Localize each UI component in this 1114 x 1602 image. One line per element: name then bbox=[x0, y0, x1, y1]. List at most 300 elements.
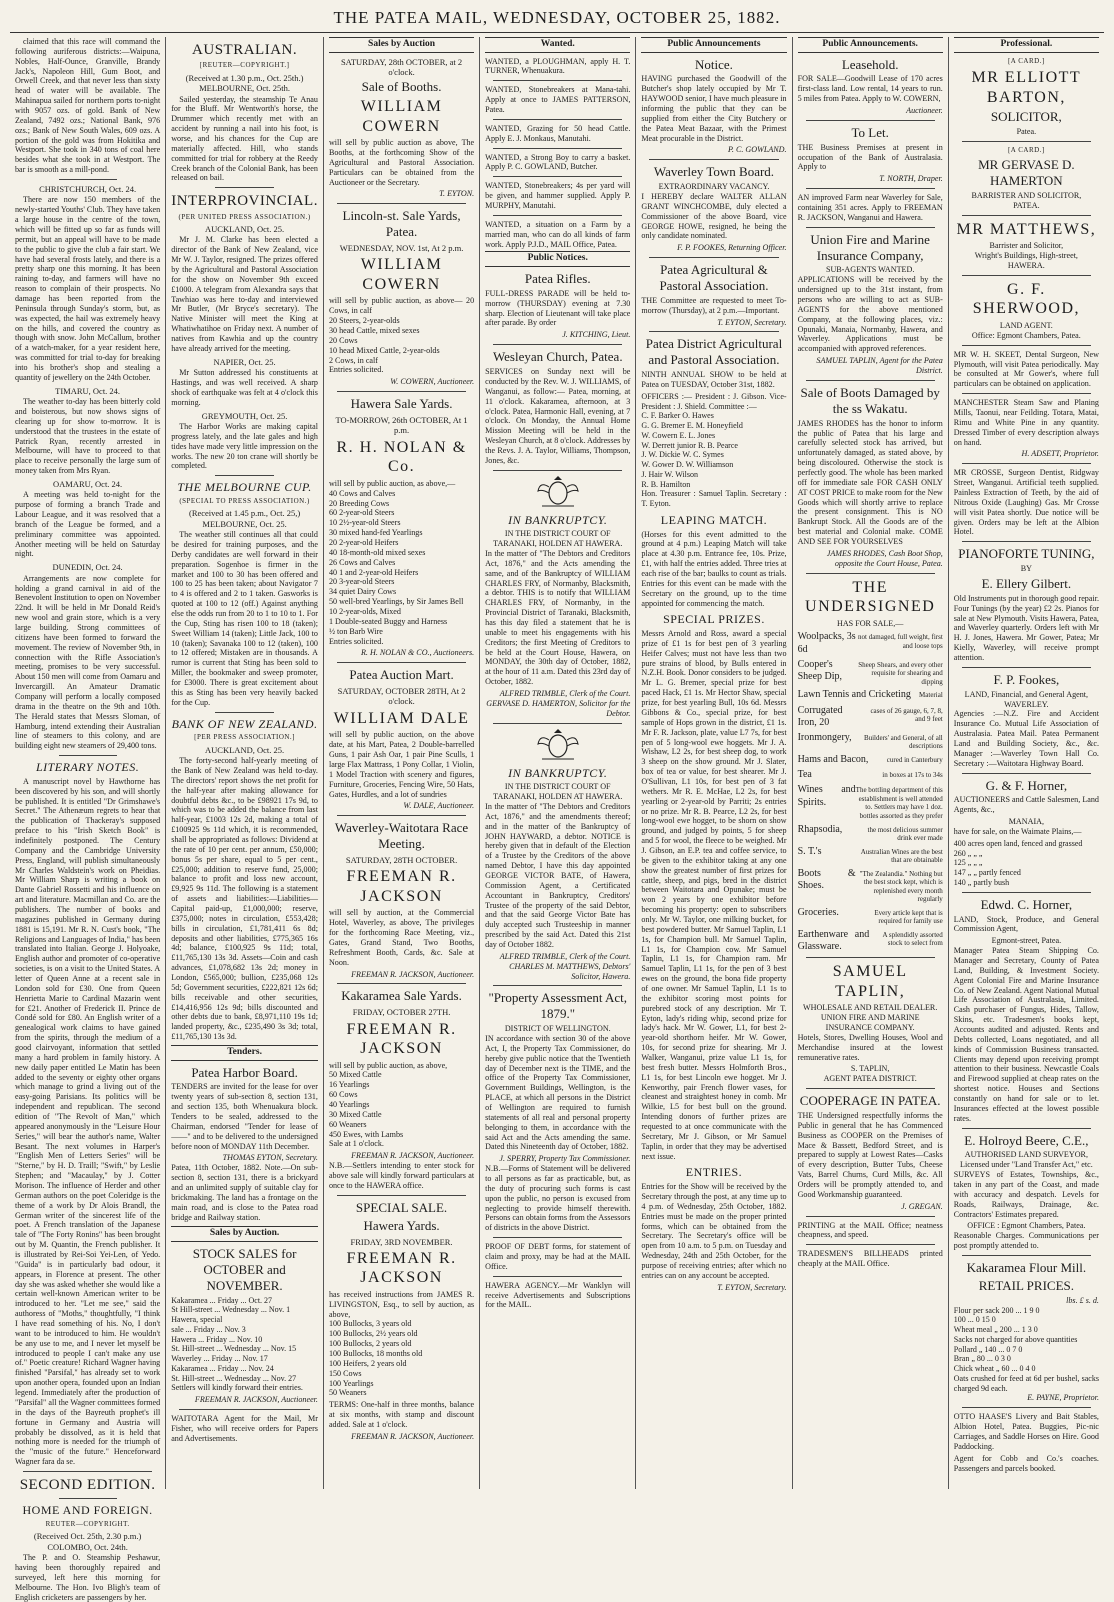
ad-note: N.B.—Settlers intending to enter stock for above sale will kindly forward particulars at once to the HAWERA office. bbox=[328, 1161, 475, 1190]
ad-proof-of-debt: PROOF OF DEBT forms, for statement of claim and proxy, may be had at the MAIL Office. bbox=[485, 1242, 631, 1271]
sale-item-name: Groceries. bbox=[797, 906, 839, 918]
ad-title: F. P. Fookes, bbox=[993, 671, 1060, 687]
ad-title: Patea Harbor Board. bbox=[191, 1064, 298, 1080]
divider bbox=[649, 159, 778, 160]
ad-leasehold bbox=[798, 57, 943, 116]
ad-title: Kakaramea Sale Yards. bbox=[341, 988, 462, 1004]
ad-signature: J. GREGAN. bbox=[901, 1201, 943, 1211]
interprovincial-heading: INTERPROVINCIAL. bbox=[171, 193, 318, 210]
ad-kicker: SPECIAL SALE. bbox=[355, 1199, 448, 1215]
divider bbox=[649, 257, 778, 258]
ad-by: BY bbox=[1020, 564, 1032, 574]
auctioneer-name: WILLIAM DALE bbox=[333, 709, 470, 727]
divider bbox=[962, 892, 1091, 893]
ad-date: SATURDAY, 28th OCTOBER, at 2 o'clock. bbox=[340, 56, 463, 77]
ad-title: To Let. bbox=[851, 124, 889, 140]
auctioneer-name: WILLIAM COWERN bbox=[360, 256, 443, 293]
ad-to-let bbox=[798, 125, 943, 184]
ad-location: Patea. bbox=[1016, 127, 1037, 136]
ad-title: Lincoln-st. Sale Yards, Patea. bbox=[342, 208, 461, 240]
sale-item-description: in boxes at 17s to 34s bbox=[882, 771, 943, 780]
dateline-greymouth: GREYMOUTH, Oct. 25. bbox=[201, 410, 288, 421]
divider bbox=[493, 344, 622, 345]
column-5 bbox=[635, 37, 791, 1489]
ad-billheads: TRADESMEN'S BILLHEADS printed cheaply at the MAIL Office. bbox=[797, 1249, 943, 1269]
ad-title: THE UNDERSIGNED bbox=[805, 578, 936, 616]
article-melbourne-cup: The weather still continues all that could be desired for training purposes, and the Derby candidates are well forward in their preparation. Sogenhoe is firmer in the market and 100 to 30 has been offered and 100 to 25 has been taken; about Navigator 7 to 4 is offered and 2 to 1 taken. Gasworks is quoted at 100 to 12 (off.) Against anything else the odds run from 20 to 1 to 10 to 1. For the Cup, Sting has risen 100 to 18 (taken); Sweet William 14 (taken); Little Jack, 100 to 10 (taken); Savanaka 100 to 12 (taken), 100 to 12 offered; Mistaken are in thousands. A rumor is current that Sting has been sold to Miller, the bookmaker and sweep promoter, for £3000. There is great excitement about this as Sting has been very heavily backed for the Cup. bbox=[171, 530, 318, 707]
ad-hawera-agency: HAWERA AGENCY.—Mr Wanklyn will receive Advertisements and Subscriptions for the MAIL. bbox=[485, 1280, 631, 1310]
article-literary-notes: A manuscript novel by Hawthorne has been discovered by his son, and will shortly be published. It is entitled "Dr Grimshawe's Secret." The Athenæum regrets to hear that the publication of Thackeray's supposed preface to his "Irish Sketch Book" is indefinitely postponed. The Century Company and the Cambridge University Press, England, will publish simultaneously Mr Charles Waldstein's work on Pheidias. Mr William Sharp is writing a book on Dante Gabriel Rossetti and his influence on art and literature. Macmillan and Co. are the publishers. The number of books and magazines published in Germany during 1881 is 15,191. Mr R. N. Cust's book, "The Religions and Languages of India," has been translated into Italian. George J. Holyoake, English author and promoter of co-operative societies, is on a visit to the United States. A letter of Queen Anne at a recent sale in London sold for £30. One from Queen Henrietta Marie to Cardinal Mazarin went for £21. Another of Frederick II. Prince de Condé sold for £80. An English writer of a genealogical work claims to have gained from the spirits, through the medium of a good clairvoyant, information that settled many a hard problem in family history. A new daily paper entitled Le Matin has been added to the seventy or eighty other organs which manage to grind a living out of the easy-going Parisians. Its politics will be independent and republican. The second edition of "The Revolt of Man," which appeared anonymously in the "Leisure Hour Series," will bear the author's name, Walter Besant. The next volumes in Harper's "English Men of Letters Series" will be "Sterne," by H. D. Traill; "Swift," by Leslie Stephen; and "Macaulay," by J. Cotter Morison. The influence of Herder and other German authors on the poet Coleridge is the theme of a work by Dr Alois Brandl, the German writer of the sincerest life of the poet. A French translation of the Japanese tale of "The Forty Ronins" has been brought out by M. Quantin, the French publisher. It is illustrated by Rei-Soi Yei-Len, of Yedo. "Guida" is in particularly bad odour, it appears, in Florence at present. The other day she was asked whether she would like a certain well-known American writer to be introduced to her. "Let me see," said the authoress of "Moths," thoughtfully, "I think I have read something of his. No, I don't want to be introduced to him. He wouldn't be any use to me, and I never let myself be introduced to people I can't make any use of." Poetic creature! Richard Wagner having finished "Parsifal," has already set to work upon another opera, founded upon an Indian legend. Immediately after the production of "Parsifal" all the Wagner committees formed in the days of the Bayreuth prophet's ill fortune in Germany and Austria will probably be dissolved, as it is held that nothing more is needed for the triumph of the "music of the future." Henceforward Wagner fara da se. bbox=[15, 776, 161, 1467]
officers-list: OFFICERS :— President : J. Gibson. Vice-President : J. Shield. Committee :— C. F. Barker O. Hawes G. G. Bremer E. M. Honeyfield W. Cowern E. L. Jones W. Derrett junior R. B. Pearce J. W. Dickie W. C. Symes W. Gower D. W. Williamson J. Hair W. Wilson R. B. Hamilton Hon. Treasurer : Samuel Taplin. Secretary : T. Eyton. bbox=[641, 391, 787, 509]
ad-location: HAWERA. bbox=[1007, 261, 1045, 271]
divider bbox=[806, 380, 935, 381]
ad-title: Hawera Yards. bbox=[363, 1217, 440, 1233]
sale-item-description: Every article kept that is required for family use bbox=[874, 908, 943, 926]
sale-item-name: Tea bbox=[797, 769, 812, 781]
ad-body: will sell by public auction as above, The Booths, at the forthcoming Show of the Agricultural and Pastoral Association. Particulars can be obtained from the Auctioneer or the Secretary. bbox=[328, 138, 475, 187]
article-colombo: The P. and O. Steamship Peshawur, having been thoroughly repaired and surveyed, left here this morning for Melbourne. The Hon. Ivo Bligh's team of English cricketers are passengers by her. bbox=[15, 1553, 161, 1602]
article-melbourne: Sailed yesterday, the steamship Te Anau for the Bluff. Mr Wentworth's horse, the Drummer which recently met with an accident by running a nail into his foot, is worse, and his chances for the Cup are materially affected. Hill, who stands committed for trial for robbery at the Reedy Creek branch of the Colonial Bank, has been released on bail. bbox=[171, 94, 318, 183]
ad-manchester-mills: MANCHESTER Steam Saw and Planing Mills, Taonui, near Feilding. Totara, Matai, Rimu and White Pine in any quantity. Dressed Timber of every description always on hand. bbox=[953, 398, 1099, 447]
items-for-sale-list bbox=[798, 631, 943, 953]
column-3 bbox=[323, 37, 479, 1489]
sale-item bbox=[798, 929, 943, 953]
ad-note: Patea, 11th October, 1882. Note.—On sub-section 8, section 131, there is a brickyard and an unlimited supply of suitable clay for brickmaking. The land has a frontage on the main road, and is close to the Patea road bridge and Railway station. bbox=[171, 1163, 318, 1222]
sale-item-name: Lawn Tennis and Cricketing bbox=[797, 689, 911, 701]
ad-body: will sell by public auction, as above, 50 Mixed Cattle 16 Yearlings 60 Cows 40 Yearlings 30 Mixed Cattle 60 Weaners 450 Ewes, with Lambs Sale at 1 o'clock. bbox=[328, 1060, 448, 1149]
column-2 bbox=[165, 37, 323, 1489]
divider bbox=[215, 712, 274, 713]
divider bbox=[962, 1407, 1091, 1408]
article-auckland: Mr J. M. Clarke has been elected a director of the Bank of New Zealand, vice Mr W. J. Taylor, resigned. The prizes offered by the Agricultural and Pastoral Association for the show on November 9th exceed £1000. A telegram from Alexandra says that Tawhiao was here to-day and interviewed Mr Butler, (Mr Bryce's secretary). The Native Minister will meet the King at Whatiwhatihoe on Friday next. A number of natives from Kawhia and up the country have already arrived for the meeting. bbox=[171, 235, 318, 353]
ad-crosse: MR CROSSE, Surgeon Dentist, Ridgway Street, Wanganui. Artificial teeth supplied. Painless Extraction of Teeth, by the aid of Nitrous Oxide (Laughing) Gas. Mr Crosse will visit Patea shortly. Due notice will be given. Orders may be left at the Albion Hotel. bbox=[953, 468, 1099, 537]
divider bbox=[493, 985, 622, 986]
ad-body: TENDERS are invited for the lease for over twenty years of sub-section 8, section 131, and section 135, both Whenuakura block. Tenders to be sealed, addressed to the Chairman, endorsed "Tender for lease of ——" and to be delivered to the undersigned before noon of MONDAY 11th December. bbox=[171, 1082, 318, 1151]
ad-patea-rifles bbox=[485, 271, 630, 340]
ad-waverley-town-board bbox=[641, 164, 786, 253]
sale-item bbox=[798, 754, 943, 766]
ad-kakaramea-yards bbox=[329, 988, 474, 1190]
tenders-section: Tenders. bbox=[171, 1045, 318, 1061]
ad-body: has received instructions from JAMES R. LIVINGSTON, Esq., to sell by auction, as above, 100 Bullocks, 3 years old 100 Bullocks, 2½ years old 100 Bullocks, 2 years old 100 Bullocks, 18 months old 100 Heifers, 2 years old 150 Cows 100 Yearlings 50 Weaners bbox=[328, 1289, 475, 1398]
divider bbox=[215, 187, 274, 188]
ad-subtitle: AGENT PATEA DISTRICT. bbox=[823, 1074, 917, 1084]
ad-boots-sale bbox=[798, 385, 943, 569]
home-foreign-heading: HOME AND FOREIGN. bbox=[22, 1503, 153, 1518]
wanted-ad: WANTED, a situation on a Farm by a married man, who can do all kinds of farm work. Apply P.J.D., MAIL Office, Patea. bbox=[485, 219, 631, 249]
ad-title: Wesleyan Church, Patea. bbox=[492, 349, 623, 365]
ad-body: I HEREBY declare WALTER ALLAN GRANT WINCHCOMBE, duly elected a Commissioner of the above Board, vice GEORGE HOWE, resigned, he being the only candidate nominated. bbox=[641, 192, 787, 241]
price-header: lbs. £ s. d. bbox=[1066, 1295, 1099, 1305]
sale-item-name: Hams and Bacon, bbox=[797, 754, 869, 766]
bankruptcy-heading: IN BANKRUPTCY. bbox=[508, 765, 608, 780]
announcements-section: Public Announcements bbox=[641, 37, 786, 53]
ad-signature: J. SPERRY, Property Tax Commissioner. bbox=[499, 1154, 631, 1164]
wanted-ad: WANTED, a Strong Boy to carry a basket. Apply P. C. GOWLAND, Butcher. bbox=[485, 152, 631, 172]
ad-date: SATURDAY, 28TH OCTOBER. bbox=[345, 854, 458, 865]
sale-item bbox=[798, 868, 943, 904]
ad-signature: FREEMAN R. JACKSON, Auctioneer. bbox=[194, 1395, 318, 1405]
bankruptcy-notice: In the matter of "The Debtors and Creditors Act, 1876," and the amendments thereof; and in the matter of the Bankruptcy of JOHN HAYWARD, a debtor. NOTICE is hereby given that in default of the Election of a Trustee by the Creditors of the above named Debtor, I have this day appointed GEORGE VICTOR BATE, of Hawera, Commission Agent, a Certificated Accountant in Bankruptcy, Creditors' Trustee of the property of the said Debtor, and that the said George Victor Bate has duly accepted such Trusteeship in manner prescribed by the said Act. Dated this 21st day of October 1882. bbox=[485, 801, 631, 949]
ad-date: SATURDAY, OCTOBER 28TH, At 2 o'clock. bbox=[337, 686, 466, 707]
sale-item-description: "The Zealandia." Nothing but the best stock kept, which is replenished every month regularly bbox=[859, 869, 943, 904]
ad-subtitle: SOLICITOR, bbox=[990, 109, 1062, 125]
ad-title: MR ELLIOTT BARTON, bbox=[971, 69, 1082, 106]
divider bbox=[806, 1088, 935, 1089]
ad-body: NINTH ANNUAL SHOW to be held at Patea on TUESDAY, October 31st, 1882. bbox=[641, 370, 787, 390]
ad-title: Hawera Sale Yards. bbox=[350, 396, 453, 412]
ad-title: G. F. SHERWOOD, bbox=[972, 280, 1080, 318]
royal-crest-icon bbox=[532, 728, 584, 762]
australian-heading: AUSTRALIAN. bbox=[192, 42, 298, 58]
divider bbox=[962, 541, 1091, 542]
ad-title: MR MATTHEWS, bbox=[956, 220, 1097, 238]
sale-item-description: the most delicious summer drink ever made bbox=[867, 825, 943, 843]
sale-item-description: Australian Wines are the best that are obtainable bbox=[860, 847, 943, 865]
sale-item bbox=[798, 659, 943, 687]
sale-item bbox=[798, 907, 943, 926]
card-label: [A CARD.] bbox=[1007, 56, 1045, 65]
ad-body: (Horses for this event admitted to the ground at 4 p.m.) Leaping Match will take place at 4.30 p.m. Entrance fee, 10s. Prize, £1, with half the entries added. Three tries at each rise of the bar; baulks to count as trials. Entries for this event can be made with the Secretary on the ground, up to the time appointed for commencing the match. bbox=[641, 529, 787, 608]
ad-body: Manager Patea Steam Shipping Co. Manager and Secretary, County of Patea Land, Building, & Investment Society. Agent Colonial Fire and Marine Insurance Co. of New Zealand. Agent National Mutual Life Association of Australasia, Limited. Cash purchaser of Fungus, Hides, Tallow, Skins, etc. Tradesmen's books kept, Accounts audited and adjusted. Rents and Debts collected, Loans negotiated, and all kinds of Commission Business transacted. Clients may depend upon receiving prompt attention to their business. Newcastle Coals and Firewood supplied at cheap rates on the shortest notice. Houses and Sections constantly on hand for sale or to let. Insurances effected at the lowest possible rates. bbox=[953, 946, 1099, 1123]
ad-subtitle: LAND AGENT. bbox=[999, 320, 1053, 330]
ad-title: PIANOFORTE TUNING, bbox=[958, 546, 1095, 562]
ad-agri-committee bbox=[641, 262, 786, 327]
ad-title: Notice. bbox=[695, 56, 733, 72]
column-6 bbox=[792, 37, 948, 1489]
divider bbox=[493, 80, 622, 81]
ad-name: E. Ellery Gilbert. bbox=[981, 576, 1072, 591]
ad-signature: R. H. NOLAN & CO., Auctioneers. bbox=[360, 648, 475, 658]
ad-harbour-board bbox=[171, 1065, 318, 1223]
dateline-christchurch: CHRISTCHURCH, Oct. 24. bbox=[39, 184, 137, 195]
divider bbox=[962, 393, 1091, 394]
article-intro: claimed that this race will command the following auriferous districts:—Waipuna, Nobles, Half-Ounce, Granville, Brandy Jack's, Napoleon Hill, Gum Boot, and Orwell Creek, and that never less than sixty head of water will be available. The Mahinapua sailed for northern ports to-night with 9057 ozs. of gold. Bank of New Zealand, 7492 ozs.; National Bank, 976 ozs.; Bank of New South Wales, 609 ozs. A portion of the gold was from Hokitika and Westport. She took in 340 tons of coal here besides what she took in at Westport. The bar is smooth as a mill-pond. bbox=[15, 37, 161, 175]
divider bbox=[493, 723, 622, 724]
ad-notice-butcher bbox=[641, 57, 786, 156]
press-association-line: [PER PRESS ASSOCIATION.] bbox=[194, 733, 296, 742]
prizes-list: Messrs Arnold and Ross, award a special prize of £1 1s for best pen of 3 yearling Heifer Calves; must not have less than two pure strains of blood, by Bulls entered in N.Z.H. Book. Donor considers to be judged. Mr L. G. Bremer, special prize for best paced Hack, £1 1s. Mr Hector Shaw, special prize, for best yearling Bull, 10s 6d. Messrs Gibbons & Co., special prize, for best sample of Hops grown in the district, £1 1s. Mr F. R. Jackson, plate, value L7 7s, for best pen of 5 long-wool ewe hoggets. Mr J. A. Wishaw, L2 2s, for best sheep dog, to work 3 sheep on the show ground. Mr J. Slater, box of tea or value, for best shearer. Mr J. O'Sullivan, L1 10s, for best pen of 3 fat wethers. Mr R. E. McHae, L2 2s, for best yearling or 2-year-old by Parriti; 2s entries or no prize. Mr R. B. Pearce, L2 2s, for best long-wool ewe hogget, to be shorn on show ground, and judged by points, 5 for sheep and 5 for wool, the fleece to be weighed. Mr J. Gibson, an E.P. tea and coffee service, to be given to the exhibitor taking at any one show the greatest number of first prizes for cattle, sheep, and pigs, bred in the district between Waitotara and Opunake; must be won 2 years by one exhibitor before becoming his property: open to subscribers only. Mr W. Taylor, one milking bucket, for best powdered butter. Mr Samuel Taplin, L1 1s, for Champion bull. Mr Samuel Taplin, L1 1s, for Champion cow. Mr Samuel Taplin, L1 1s, for Champion ram. Mr Samuel Taplin, L1 1s, for the pen of 3 best ewes on the ground, the bona fide property of one owner. Mr Samuel Taplin, L1 1s to the exhibitor scoring most points for purebred stock of any description. Mr T. Eyton, lady's riding whip, second prize for lady's hack. Mr W. Gower, L1, for best 2-year-old shorthorn heifer. Mr W. Gower, 10s, for second prize for shearing. Mr J. Walker, Wanganui, prize value L1 1s, for best fresh butter. Messrs Holmforth Bros., L1 1s, for best Lincoln ewe hogget. Mr J. Kenworthy, pair French flower vases, for cleanest and straightest honey in comb. Mr Wilkie, L5 for best bull on the ground. Intending donors of further prizes are requested to at once communicate with the Secretary, Mr J. Gibson, or Mr Samuel Taplin, in order that they may be advertised next issue. bbox=[641, 629, 787, 1161]
announcements-section: Public Announcements. bbox=[798, 37, 943, 53]
ad-note: Reasonable Charges. Communications per post promptly attended to. bbox=[953, 1231, 1099, 1251]
ad-signature: H. ADSETT, Proprietor. bbox=[1021, 449, 1099, 459]
divider bbox=[806, 120, 935, 121]
ad-signature: T. NORTH, Draper. bbox=[879, 174, 943, 184]
ad-cooperage bbox=[798, 1093, 943, 1211]
ad-race-meeting bbox=[329, 820, 474, 979]
sale-item-name: S. T.'s bbox=[797, 845, 822, 857]
bnz-heading: BANK OF NEW ZEALAND. bbox=[171, 716, 318, 731]
sale-item-name: Corrugated Iron, 20 bbox=[797, 704, 843, 728]
wanted-section: Wanted. bbox=[485, 37, 630, 53]
ad-body: will sell by public auction, as above,— 40 Cows and Calves 20 Breeding Cows 60 2-year-old Steers 10 2½-year-old Steers 30 mixed hand-fed Yearlings 20 2-year-old Heifers 40 18-month-old mixed sexes 26 Cows and Calves 40 1 and 2-year-old Heifers 20 3-year-old Steers 34 quiet Dairy Cows 50 well-bred Yearlings, by Sir James Bell 10 2-year-olds, Mixed 1 Double-seated Buggy and Harness ½ ton Barb Wire Entries solicited. bbox=[328, 478, 464, 646]
ad-body: FOR SALE—Goodwill Lease of 170 acres first-class land. Low rental, 14 years to run. 5 miles from Patea. Apply to W. COWERN, bbox=[797, 74, 943, 104]
divider bbox=[23, 1471, 152, 1472]
sale-item-name: Woolpacks, 3s 6d bbox=[797, 631, 856, 655]
ad-subtitle: AUTHORISED LAND SURVEYOR, bbox=[964, 1150, 1088, 1160]
ad-subtitle: DISTRICT OF WELLINGTON. bbox=[504, 1024, 611, 1034]
ad-signature: T. EYTON, Secretary. bbox=[717, 317, 787, 327]
ad-body: FULL-DRESS PARADE will be held to-morrow (THURSDAY) evening at 7.30 sharp. Election of Lieutenant will take place after parade. By order bbox=[485, 288, 631, 328]
wanted-ad: WANTED, a PLOUGHMAN, apply H. T. TURNER, Whenuakura. bbox=[485, 56, 631, 76]
ad-address: Wright's Buildings, High-street, bbox=[974, 251, 1078, 261]
dateline-timaru: TIMARU, Oct. 24. bbox=[55, 385, 121, 396]
ad-address: OFFICE : Egmont Chambers, Patea. bbox=[967, 1221, 1086, 1231]
court-line: IN THE DISTRICT COURT OF TARANAKI, HOLDEN AT HAWERA. bbox=[493, 529, 623, 549]
ad-subtitle: LAND, Financial, and General Agent, bbox=[964, 689, 1089, 699]
ad-subtitle: SUB-AGENTS WANTED. bbox=[825, 265, 915, 275]
ad-signature: SAMUEL TAPLIN, Agent for the Patea District. bbox=[816, 356, 943, 376]
wanted-ad: WANTED, Stonebreakers at Mana-tahi. Apply at once to JAMES PATTERSON, Patea. bbox=[485, 85, 631, 115]
ad-signature: W. COWERN, Auctioneer. bbox=[390, 377, 475, 387]
ad-body: HAVING purchased the Goodwill of the Butcher's shop lately occupied by Mr T. HAYWOOD senior, I have much pleasure in informing the public that they can be supplied from either the City Butchery or the Patea Meat Bazaar, with the Primest Meat procurable in the District. bbox=[641, 74, 787, 143]
ad-body: will sell by public auction, as above— 20 Cows, in calf 20 Steers, 2-year-olds 30 head Cattle, mixed sexes 20 Cows 10 head Mixed Cattle, 2-year-olds 2 Cows, in calf Entries solicited. bbox=[328, 296, 475, 375]
ad-title: Patea District Agricultural and Pastoral Association. bbox=[645, 336, 783, 368]
price-list: Flour per sack 200 ... 1 9 0 100 ... 0 15 0 Wheat meal „ 200 ... 1 3 0 Sacks not charged for above quantities Pollard „ 140 ... 0 7 0 Bran „ 80 ... 0 3 0 Chick wheat „ 60 ... 0 4 0 Oats crushed for feed at 6d per bushel, sacks charged 9d each. bbox=[953, 1305, 1099, 1393]
court-line: IN THE DISTRICT COURT OF TARANAKI, HOLDEN AT HAWERA. bbox=[493, 782, 623, 802]
ad-printing: PRINTING at the MAIL Office; neatness cheapness, and speed. bbox=[797, 1220, 943, 1240]
divider bbox=[962, 773, 1091, 774]
divider bbox=[493, 215, 622, 216]
ad-address: Office: Egmont Chambers, Patea. bbox=[971, 330, 1081, 340]
ad-body: SERVICES on Sunday next will be conducted by the Rev. W. J. WILLIAMS, of Wanganui, as follow:— Patea, morning, at 11 o'clock. Kakaramea, afternoon, at 3 o'clock. Patea, Harmonic Hall, evening, at 7 o'clock. On Monday, the Annual Home Mission Meeting will be held in the Wesleyan Church, at 8 o'clock. Addresses by the Revs. J. A. Taylor, Williams, Thompson, Jones, &c. bbox=[485, 367, 631, 465]
auctioneer-name: FREEMAN R. JACKSON bbox=[346, 868, 457, 905]
ad-title: COOPERAGE IN PATEA. bbox=[799, 1093, 941, 1109]
sale-item-description: Builders' and General, of all descriptions bbox=[863, 733, 943, 751]
article-greymouth: The Harbor Works are making capital progress lately, and the late gales and high tides have made very little impression on the works. The new 20 ton crane will shortly be completed. bbox=[171, 421, 318, 471]
ad-waitotara-agent: WAITOTARA Agent for the Mail, Mr Fisher, who will receive orders for Papers and Advertisements. bbox=[171, 1414, 318, 1443]
ad-body: AUCTIONEERS and Cattle Salesmen, Land Agents, &c., bbox=[953, 795, 1099, 815]
bankruptcy-heading: IN BANKRUPTCY. bbox=[508, 512, 608, 527]
wanted-ad: WANTED, Stonebreakers; 4s per yard will be given, and hammer supplied. Apply P. MURPHY, Manutahi. bbox=[485, 181, 631, 211]
bankruptcy-notice: In the matter of "The Debtors and Creditors Act, 1876," and the Acts amending the same, and of the Bankruptcy of WILLIAM CHARLES FRY, of Normanby, Blacksmith, a debtor. THIS is to notify that WILLIAM CHARLES FRY, of Normanby, in the Provincial District of Taranaki, Blacksmith, has this day filed a statement that he is unable to meet his engagements with his Creditors; the first Meeting of Creditors to be held at the Court House, Hawera, on MONDAY, the 30th day of October, 1882, at the hour of 11 a.m. Dated this 23rd day of October, 1882. bbox=[485, 549, 631, 687]
ad-location: WAVERLEY. bbox=[1004, 699, 1049, 709]
ad-title: Patea Auction Mart. bbox=[349, 667, 454, 683]
ad-signature: P. C. GOWLAND. bbox=[728, 145, 787, 155]
divider bbox=[493, 148, 622, 149]
ad-stock-sales bbox=[171, 1246, 318, 1405]
ad-title: Waverley Town Board. bbox=[653, 164, 775, 180]
ad-sale-of-booths bbox=[329, 57, 474, 200]
sale-item-name: Cooper's Sheep Dip, bbox=[797, 658, 843, 682]
divider bbox=[962, 275, 1091, 276]
divider bbox=[493, 176, 622, 177]
article-napier: Mr Sutton addressed his constituents at Hastings, and was well received. A sharp shock of earthquake was felt at 4 o'clock this morning. bbox=[171, 368, 318, 407]
literary-notes-heading: LITERARY NOTES. bbox=[35, 760, 140, 775]
ad-body: LAND, Stock, Produce, and General Commission Agent, bbox=[953, 914, 1099, 934]
ad-title: Edwd. C. Horner, bbox=[980, 896, 1073, 912]
ad-body: APPLICATIONS will be received by the undersigned up to the 31st instant, from persons who are willing to act as SUB-AGENTS for the above mentioned Company, at the following places, viz.: Opunaki, Manaia, Normanby, Hawera, and Waverley. Applications must be accompanied with approved references. bbox=[797, 275, 943, 354]
sale-item-name: Rhapsodia, bbox=[797, 823, 843, 835]
dateline-oamaru: OAMARU, Oct. 24. bbox=[53, 478, 123, 489]
divider bbox=[59, 179, 117, 180]
ad-body: THE Committee are requested to meet To-morrow (Thursday), at 2 p.m.—Important. bbox=[641, 295, 787, 315]
ad-date: FRIDAY, 3RD NOVEMBER. bbox=[350, 1236, 453, 1247]
sale-item-description: not damaged, full weight, first and loose tops bbox=[858, 633, 943, 650]
ad-signature: T. EYTON. bbox=[439, 189, 475, 199]
divider bbox=[806, 957, 935, 958]
divider bbox=[962, 141, 1091, 142]
divider bbox=[962, 345, 1091, 346]
ad-list: Kakaramea ... Friday ... Oct. 27 St Hill-street ... Wednesday ... Nov. 1 Hawera, special sale ... Friday ... Nov. 3 Hawera ... Friday ... Nov. 10 St. Hill-street ... Wednesday ... Nov. 15 Waverley ... Friday ... Nov. 17 Kakaramea ... Friday ... Nov. 24 St. Hill-street ... Wednesday ... Nov. 27 bbox=[171, 1295, 297, 1383]
card-label: [A CARD.] bbox=[1007, 145, 1045, 154]
ad-hawera-yards bbox=[329, 396, 474, 658]
auctioneer-name: R. H. NOLAN & Co. bbox=[336, 438, 467, 476]
sale-item bbox=[798, 846, 943, 865]
ad-farm-for-sale: AN improved Farm near Waverley for Sale, containing 351 acres. Apply to FREEMAN R. JACKSON, Wanganui and Hawera. bbox=[797, 193, 943, 222]
auctioneer-name: WILLIAM COWERN bbox=[360, 98, 443, 135]
divider bbox=[337, 203, 466, 204]
auctioneer-name: FREEMAN R. JACKSON bbox=[346, 1249, 457, 1287]
ad-union-insurance bbox=[798, 232, 943, 376]
divider bbox=[215, 475, 274, 476]
column-7 bbox=[948, 37, 1104, 1489]
ad-subtitle: HAS FOR SALE,— bbox=[836, 618, 904, 628]
article-timaru: The weather to-day has been bitterly cold and boisterous, but now shows signs of clearing up for show to-morrow. It is understood that the trustees in the estate of Patrick Ryan, recently arrested in Melbourne, will have to proceed to that place to receive personally the large sum of money taken from Mrs Ryan. bbox=[15, 397, 161, 476]
sale-item-name: Ironmongery, bbox=[797, 731, 852, 743]
ad-signature: JAMES RHODES, Cash Boot Shop, opposite the Court House, Patea. bbox=[826, 548, 943, 568]
press-association-line: (PER UNITED PRESS ASSOCIATION.) bbox=[178, 212, 311, 221]
sale-item bbox=[798, 824, 943, 843]
ad-signature: T. EYTON, Secretary. bbox=[717, 1282, 787, 1292]
dateline-cup: (Received at 1.45 p.m., Oct. 25,) MELBOURNE, Oct. 25. bbox=[188, 508, 301, 529]
ad-signature: FREEMAN R. JACKSON, Auctioneer. bbox=[351, 969, 475, 979]
ad-body: SURVEYS of Estates, Townships, &c., taken in any part of the Coast, and made with accuracy and despatch. Levels for Roads, Railways, Drainage, &c. Contractors' Estimates prepared. bbox=[953, 1170, 1099, 1219]
ad-body: will sell by public auction, on the above date, at his Mart, Patea, 2 Double-barrelled Guns, 1 pair Ash Oar, 1 pair Pine Sculls, 1 large Flax Mattrass, 1 Pony Collar, 1 Violin, 1 Model Traction with scenery and figures, Furniture, Groceries, Fencing Wire, 50 Hats, Gates, Hurdles, and a lot of sundries bbox=[328, 730, 475, 799]
divider bbox=[962, 215, 1091, 216]
divider bbox=[493, 1276, 622, 1277]
ad-terms: TERMS: One-half in three months, balance at six months, with stamp and discount added. Sale at 1 o'clock. bbox=[328, 1400, 475, 1430]
entries-heading: ENTRIES. bbox=[685, 1165, 743, 1180]
divider bbox=[337, 662, 466, 663]
ad-title: E. Holroyd Beere, C.E., bbox=[964, 1132, 1089, 1148]
ad-signature: ALFRED TRIMBLE, Clerk of the Court. GERVASE D. HAMERTON, Solicitor for the Debtor. bbox=[486, 689, 631, 718]
ad-title: MR GERVASE D. HAMERTON bbox=[978, 157, 1075, 189]
ad-title: STOCK SALES for OCTOBER and NOVEMBER. bbox=[192, 1246, 297, 1293]
sale-item bbox=[798, 769, 943, 781]
ad-title: Leasehold. bbox=[841, 56, 899, 72]
divider bbox=[337, 391, 466, 392]
ad-signature: Auctioneer. bbox=[906, 106, 943, 116]
column-1 bbox=[10, 37, 165, 1602]
ad-subtitle: UNION FIRE AND MARINE INSURANCE COMPANY. bbox=[820, 1013, 920, 1032]
dateline-napier: NAPIER, Oct. 25. bbox=[213, 356, 276, 367]
ad-auction-mart bbox=[329, 667, 474, 811]
professional-section: Professional. bbox=[954, 37, 1099, 53]
ad-livery-stables: OTTO HAASE'S Livery and Bait Stables, Albion Hotel, Patea. Buggies, Pic-nic Carriages, and Saddle Horses on Hire. Good Paddocking. bbox=[953, 1412, 1099, 1451]
divider bbox=[806, 1244, 935, 1245]
wanted-ad: WANTED, Grazing for 50 head Cattle. Apply E. J. Monkaus, Manutahi. bbox=[485, 123, 631, 143]
article-dunedin: Arrangements are now complete for holding a grand carnival in aid of the Benevolent Institution to open on November 22nd. It will be held in Mr Donald Reid's new wool and grain store, which is a very large building. Strong committees of citizens have been formed to forward the movement. The review of November 9th, in connection with the Rifle Association's meeting, promises to be very successful. About 150 men will come from Oamaru and Invercargill. An Amateur Dramatic Company will perform a locally composed drama in the theatre on the 9th and 10th. The Herald states that Messrs Sloman, of Hamburg, intend extending their Australian line of steamers to this colony, and are building eight new steamers of 29,400 tons. bbox=[15, 573, 161, 751]
sale-item-description: Sheep Shears, and every other requisite for shearing and dipping bbox=[858, 660, 943, 686]
ad-signature: E. PAYNE, Proprietor. bbox=[1027, 1393, 1099, 1403]
dateline-bnz: AUCKLAND, Oct. 25. bbox=[205, 744, 285, 755]
dateline-dunedin: DUNEDIN, Oct. 24. bbox=[52, 562, 123, 573]
divider bbox=[179, 1409, 310, 1410]
ad-body: Old Instruments put in thorough good repair. Four Tunings (by the year) £2 2s. Pianos for sale at New Plymouth. Visits Hawera, Patea, and Waverley quarterly. Orders left with Mr H. J. Jones, Hawera. Mr Gower, Patea; Mr Kielly, Waverley, will receive prompt attention. bbox=[953, 593, 1099, 663]
divider bbox=[493, 119, 622, 120]
ad-title: Union Fire and Marine Insurance Company, bbox=[810, 231, 930, 263]
sales-section: Sales by Auction. bbox=[171, 1226, 318, 1242]
sale-item-description: A splendidly assorted stock to select from bbox=[882, 930, 943, 948]
sale-item bbox=[798, 631, 943, 655]
ad-subtitle: RETAIL PRICES. bbox=[978, 1277, 1074, 1293]
ad-special-sale bbox=[329, 1200, 474, 1442]
ad-location: MANAIA, bbox=[1008, 817, 1045, 827]
melbourne-cup-heading: THE MELBOURNE CUP. bbox=[177, 480, 312, 495]
ad-signature: ALFRED TRIMBLE, Clerk of the Court. CHARLES M. MATTHEWS, Debtors' Solicitor, Hawera. bbox=[499, 951, 631, 981]
sales-section: Sales by Auction bbox=[329, 37, 474, 53]
sale-item-description: The bottling department of this establishment is well attended to. Settlers may have 1 doz. bottles assorted as they prefer bbox=[855, 786, 943, 820]
auctioneer-name: FREEMAN R. JACKSON bbox=[346, 1020, 457, 1058]
divider bbox=[59, 755, 117, 756]
ad-subtitle: BARRISTER AND SOLICITOR, bbox=[971, 191, 1082, 201]
dateline-auckland: AUCKLAND, Oct. 25. bbox=[205, 224, 285, 235]
article-christchurch: There are now 150 members of the newly-started Youths' Club. They have taken a large house in the centre of the town, which will be fitted up so far as funds will permit, but an appeal will have to be made to the public to give the club a fair start. We have had several frosts lately, and there is a pretty sharp one this morning. It has been raining to-day, and farmers will have no reason to complain of their prospects. No damage has been reported from the Peninsula through Sunday's storm, but, as was expected, the hail was extremely heavy on the hills, and covered the country as though with snow. John McCallum, brother of a watch-maker, for a year resident here, was committed for trial to-day for breaking into his brother's shop and stealing a quantity of jewellery on the 24th October. bbox=[15, 195, 161, 382]
sale-item bbox=[798, 732, 943, 751]
article-bnz: The forty-second half-yearly meeting of the Bank of New Zealand was held to-day. The directors' report shows the net profit for the half-year after making allowance for doubtful debts &c., to be £98921 17s 9d, to which was to be added the balance from last half-year, £1003 12s 2d, making a total of £100925 9s 11d which, it is recommended, shall be appropriated as follows: Dividend at the rate of 10 per cent. per annum, £50,000; bonus 5s per share, equal to 5 per cent., £25,000; addition to reserve fund, 25,000; balance to profit and loss new account, £9,925 9s 11d. The following is a statement of assets and liabilities:—Liabilities—Capital paid-up, £1,000,000; reserve, £375,000; notes in circulation, £553,428; bills in circulation, £1,781,411 6s 8d; deposits and other liabilities, £775,365 16s 4d; balance, £100,925 9s 11d; total, £11,765,130 13s 3d. Assets—Coin and cash advances, £1,078,682 13s 2d; money in London, £565,000; bullion, £235,068 12s 5d; Government securities, £222,821 12s 6d; bills receivable and other securities, £14,416,956 12s 9d; bills discounted and other debts due to bank, £8,971,110 19s 1d; landed property, &c., £235,490 3s 3d; total, £11,765,130 13s 3d. bbox=[171, 756, 318, 1042]
ad-note: Agent for Cobb and Co.'s coaches. Passengers and parcels booked. bbox=[953, 1453, 1099, 1473]
ad-subtitle: Barrister and Solicitor, bbox=[989, 241, 1064, 251]
divider bbox=[337, 815, 466, 816]
divider bbox=[962, 1128, 1091, 1129]
ad-title: Patea Agricultural & Pastoral Association. bbox=[659, 262, 769, 294]
ad-note: N.B.—Forms of Statement will be delivered to all persons as far as practicable, but, as the duty of procuring such forms is cast upon the public, no person is excused from neglecting to provide himself therewith. Persons can obtain forms from the Assessors of districts in the above District. bbox=[485, 1164, 631, 1233]
copyright-line: REUTER—COPYRIGHT. bbox=[45, 1519, 130, 1528]
divider bbox=[962, 1255, 1091, 1256]
ad-body: Hotels, Stores, Dwelling Houses, Wool and Merchandise insured at the lowest remunerative rates. bbox=[797, 1032, 943, 1062]
ad-signature: THOMAS EYTON, Secretary. bbox=[222, 1153, 318, 1163]
sale-item bbox=[798, 784, 943, 820]
ad-location: PATEA. bbox=[1013, 200, 1040, 210]
sale-item-description: cured in Canterbury bbox=[886, 756, 943, 765]
divider bbox=[649, 331, 778, 332]
special-prizes-heading: SPECIAL PRIZES. bbox=[663, 612, 765, 627]
divider bbox=[806, 188, 935, 189]
ad-body: Agencies :—N.Z. Fire and Accident Insurance Co. Mutual Life Association of Australasia. Patea Mail. Patea Permanent Land and Building Society, &c., &c. Manager :—Waverley Town Hall Co. Secretary :—Waitotara Highway Board. bbox=[953, 709, 1099, 768]
divider bbox=[337, 983, 466, 984]
ad-subtitle: WHOLESALE AND RETAIL DEALER. bbox=[802, 1003, 938, 1013]
divider bbox=[337, 1195, 466, 1196]
sale-item-description: cases of 26 gauge, 6, 7, 8, and 9 feet bbox=[870, 706, 943, 724]
ad-body: IN accordance with section 30 of the above Act, I, the Property Tax Commissioner, do hereby give public notice that the Twentieth day of December next is the TIME, and the office of the Property Tax Commissioner, Government Buildings, Wellington, is the PLACE, at which all persons in the District of Wellington are required to furnish statements of all real and personal property belonging to them, in accordance with the said Act and the Acts amending the same. Dated this Nineteenth day of October, 1882. bbox=[485, 1034, 631, 1152]
sale-item-description: Material bbox=[919, 691, 943, 700]
ad-title: Sale of Boots Damaged by the ss Wakatu. bbox=[800, 384, 940, 416]
article-oamaru: A meeting was held to-night for the purpose of forming a branch Trade and Labour League, and it was resolved that a branch of the League be formed, and a preliminary committee was appointed. Another meeting will be held on Saturday night. bbox=[15, 490, 161, 559]
ad-body: JAMES RHODES has the honor to inform the public of Patea that his large and carefully selected stock has arrived, but unfortunately damaged, as stated above, by being discoloured. Otherwise the stock is perfectly good. The whole has been marked off for immediate sale FOR CASH ONLY AT COST PRICE to make room for the New Goods which will shortly arrive to replace the present consignment. This is NO Bankrupt Stock. All the Goods are of the best material and Colonial make. COME AND SEE FOR YOURSELVES bbox=[797, 418, 943, 546]
sale-item-name: Earthenware and Glassware. bbox=[797, 928, 870, 953]
ad-body: Entries for the Show will be received by the Secretary through the post, at any time up to 4 p.m. of Wednesday, 25th October, 1882. Entries must be made on the proper printed forms, which can be obtained from the Secretary. The Secretary's office will be open from 10 a.m. to 5 p.m. on Tuesday and Wednesday, 24th and 25th October, for the purpose of receiving entries; after which no entries can on any account be accepted. bbox=[641, 1182, 787, 1280]
divider bbox=[493, 470, 622, 471]
royal-crest-icon bbox=[532, 475, 584, 509]
ad-wesleyan-church bbox=[485, 349, 630, 465]
ad-signature: J. KITCHING, Lieut. bbox=[562, 330, 631, 340]
ad-skeet: MR W. H. SKEET, Dental Surgeon, New Plymouth, will visit Patea periodically. May be consulted at Mr Gower's, where full particulars can be obtained on application. bbox=[953, 349, 1099, 389]
ad-date: TO-MORROW, 26th OCTOBER, At 1 p.m. bbox=[335, 415, 468, 436]
ad-list: 400 acres open land, fenced and grassed 260 „ „ „ 125 „ „ „ 147 „ „ partly fenced 140 „ partly bush bbox=[953, 838, 1083, 887]
merchant-name: SAMUEL TAPLIN, bbox=[832, 963, 908, 1000]
ad-subtitle: Licensed under "Land Transfer Act," etc. bbox=[960, 1160, 1093, 1170]
ad-title: Kakaramea Flour Mill. bbox=[966, 1260, 1087, 1276]
ad-signature: FREEMAN R. JACKSON, Auctioneer. bbox=[351, 1431, 475, 1441]
ad-body: will sell by auction, at the Commercial Hotel, Waverley, as above, The privileges for the forthcoming Race Meeting, viz., Gates, Grand Stand, Two Booths, Refreshment Booth, Cards, &c. Sale at Noon. bbox=[328, 908, 475, 967]
ad-signature: W. DALE, Auctioneer. bbox=[403, 801, 475, 811]
divider bbox=[962, 667, 1091, 668]
ad-subtitle: EXTRAORDINARY VACANCY. bbox=[658, 182, 770, 192]
ad-date: WEDNESDAY, NOV. 1st, At 2 p.m. bbox=[339, 243, 464, 254]
public-notices-section: Public Notices. bbox=[485, 251, 630, 267]
column-4 bbox=[479, 37, 635, 1489]
